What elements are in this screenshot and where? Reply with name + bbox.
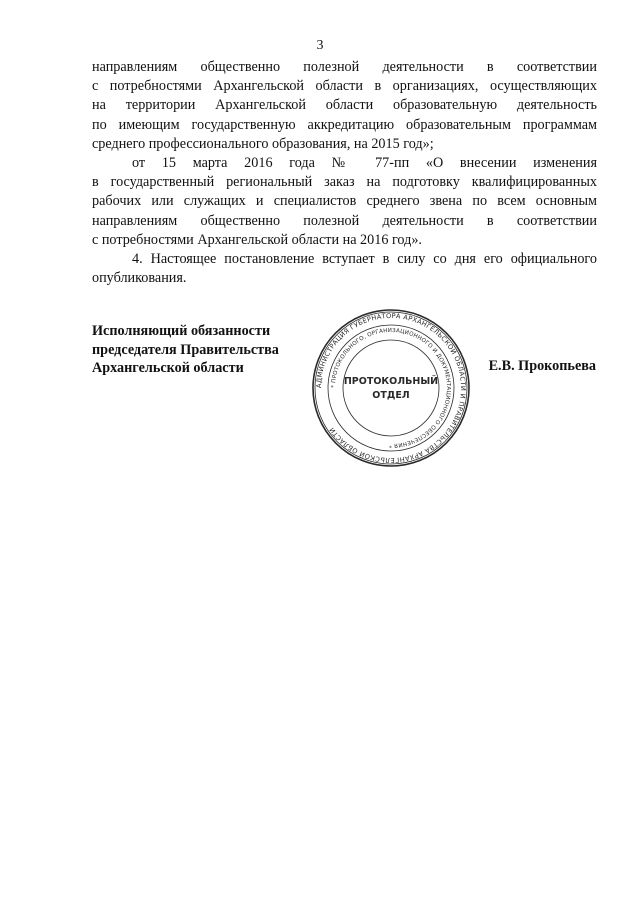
paragraph-effective-date [92, 250, 597, 288]
text-line: с потребностями Архангельской области на 2016 год». [92, 231, 422, 248]
signatory-position-line: Исполняющий обязанности [92, 323, 271, 339]
text-line: 4. Настоящее постановление вступает в силу со дня его официального [132, 251, 597, 268]
stamp-seal-icon [311, 308, 471, 468]
text-line: на территории Архангельской области образовательную деятельность [92, 97, 597, 114]
signatory-name: Е.В. Прокопьева [488, 358, 596, 374]
body-text [92, 58, 597, 288]
text-line: от 15 марта 2016 года № 77-пп «О внесении изменения [132, 155, 597, 172]
stamp-outer-text: АДМИНИСТРАЦИЯ ГУБЕРНАТОРА АРХАНГЕЛЬСКОЙ ОБЛАСТИ И ПРАВИТЕЛЬСТВА АРХАНГЕЛЬСКОЙ ОБЛАСТИ [314, 311, 468, 465]
signatory-position-line: Архангельской области [92, 360, 244, 376]
official-stamp [311, 308, 471, 468]
text-line: направлениям общественно полезной деятельности в соответствии [92, 212, 597, 229]
stamp-center-line: ОТДЕЛ [372, 390, 410, 401]
text-line: рабочих или служащих и специалистов среднего звена по всем основным [92, 193, 597, 210]
signatory-position [92, 322, 279, 378]
page-number: 3 [316, 38, 324, 53]
text-line: в государственный региональный заказ на подготовку квалифицированных [92, 174, 597, 191]
text-line: с потребностями Архангельской области в организациях, осуществляющих [92, 78, 597, 95]
stamp-center-line: ПРОТОКОЛЬНЫЙ [343, 376, 439, 387]
paragraph-decree-2016 [92, 154, 597, 250]
svg-text:АДМИНИСТРАЦИЯ ГУБЕРНАТОРА АРХА [315, 312, 467, 464]
text-line: опубликования. [92, 270, 187, 287]
paragraph-continuation [92, 58, 597, 154]
text-line: по имеющим государственную аккредитацию образовательным программам [92, 116, 597, 133]
stamp-inner-text: * ПРОТОКОЛЬНОГО, ОРГАНИЗАЦИОННОГО И ДОКУМЕНТАЦИОННОГО ОБЕСПЕЧЕНИЯ * [330, 327, 452, 449]
signatory-position-line: председателя Правительства [92, 341, 279, 358]
text-line: направлениям общественно полезной деятельности в соответствии [92, 59, 597, 75]
svg-text:* ПРОТОКОЛЬНОГО, ОРГАНИЗАЦИОНН [331, 328, 451, 448]
text-line: среднего профессионального образования, на 2015 год»; [92, 135, 434, 152]
